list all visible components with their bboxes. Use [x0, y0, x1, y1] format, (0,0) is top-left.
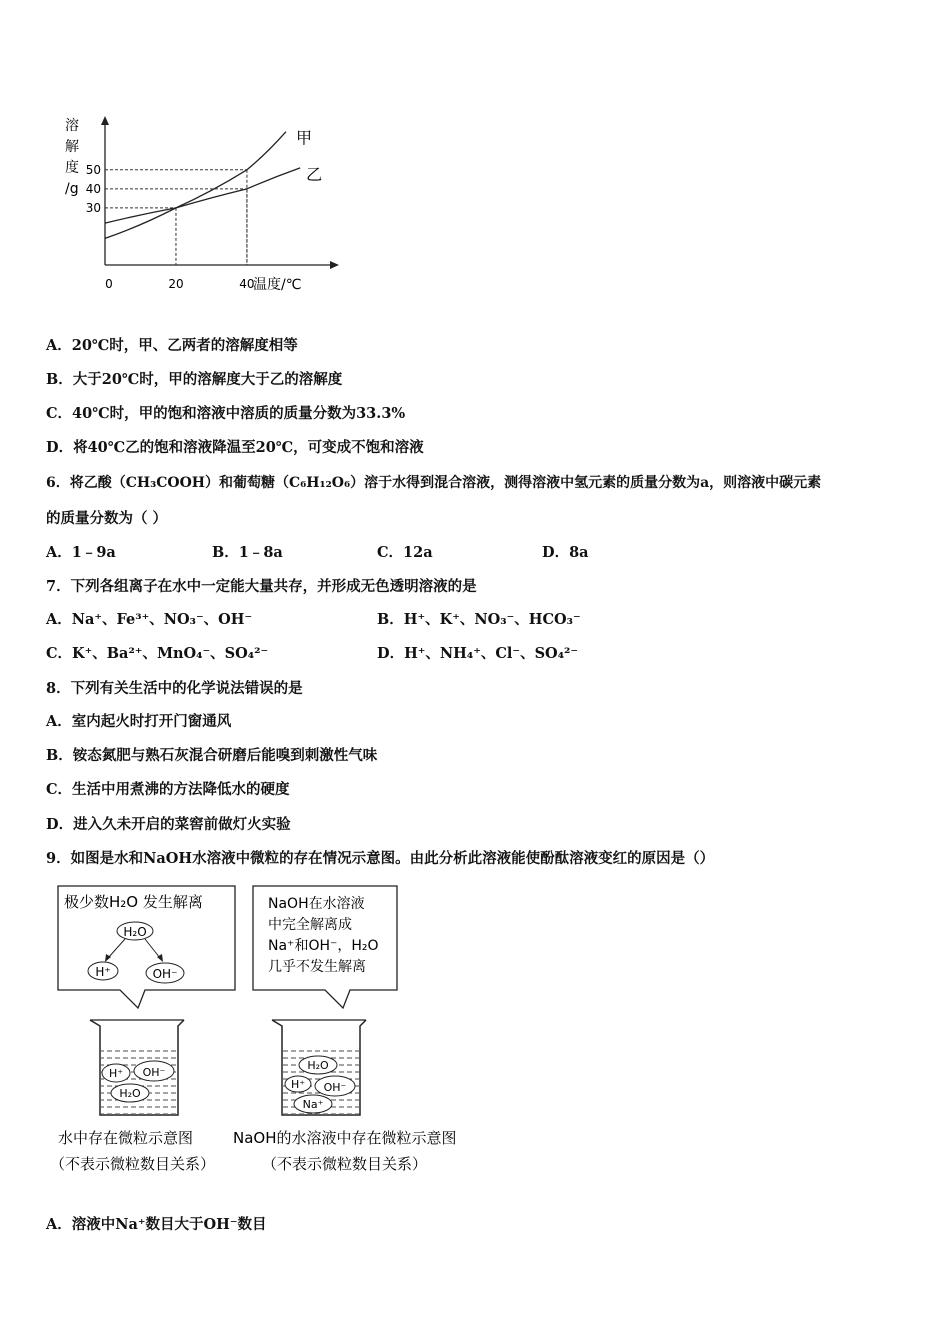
beaker-left-h-label: H⁺ [108, 1067, 124, 1080]
q6-option-b: B．1﹣8a [212, 544, 283, 561]
x-tick-label: 20 [168, 277, 184, 291]
q6-option-d: D．8a [542, 544, 589, 561]
x-axis-arrow [330, 261, 339, 269]
beaker-right [272, 1020, 366, 1115]
q5-option-c: C．40℃时，甲的饱和溶液中溶质的质量分数为33.3% [46, 405, 406, 422]
beaker-left-oh-label: OH⁻ [142, 1066, 166, 1079]
q8-option-b: B．铵态氮肥与熟石灰混合研磨后能嗅到刺激性气味 [46, 747, 378, 764]
q6-stem-line2: 的质量分数为（ ） [46, 510, 168, 527]
q7-option-d: D．H⁺、NH₄⁺、Cl⁻、SO₄²⁻ [377, 645, 579, 662]
q8-option-c: C．生活中用煮沸的方法降低水的硬度 [46, 781, 290, 798]
caption-right: NaOH的水溶液中存在微粒示意图 [233, 1129, 457, 1147]
bubble-right-line1: NaOH在水溶液 [268, 896, 365, 912]
solubility-chart [55, 110, 345, 300]
beaker-right-oh-label: OH⁻ [323, 1081, 347, 1094]
caption-right-sub: （不表示微粒数目关系） [262, 1155, 428, 1173]
x-axis-label: 温度/℃ [253, 277, 302, 293]
y-axis-label: 解 [65, 139, 79, 155]
series-label: 甲 [295, 128, 312, 148]
q5-option-a: A．20℃时，甲、乙两者的溶解度相等 [46, 337, 298, 354]
bubble-right-line4: 几乎不发生解离 [268, 959, 366, 975]
q8-stem: 8．下列有关生活中的化学说法错误的是 [46, 680, 303, 697]
beaker-right-h2o-label: H₂O [307, 1059, 329, 1072]
q6-stem-line1: 6．将乙酸（CH₃COOH）和葡萄糖（C₆H₁₂O₆）溶于水得到混合溶液，测得溶液中氢元素的质量分数为a，则溶液中碳元素 [46, 475, 822, 491]
q7-option-b: B．H⁺、K⁺、NO₃⁻、HCO₃⁻ [377, 611, 581, 628]
q7-stem: 7．下列各组离子在水中一定能大量共存，并形成无色透明溶液的是 [46, 578, 477, 595]
q9-stem: 9．如图是水和NaOH水溶液中微粒的存在情况示意图。由此分析此溶液能使酚酞溶液变红的原因是（） [46, 850, 715, 867]
q8-option-a: A．室内起火时打开门窗通风 [46, 713, 232, 730]
chart-marks [105, 129, 322, 265]
y-tick-label: 40 [85, 181, 101, 196]
q7-option-c: C．K⁺、Ba²⁺、MnO₄⁻、SO₄²⁻ [46, 645, 269, 662]
bubble-right-line2: 中完全解离成 [268, 917, 352, 933]
beaker-right-na-label: Na⁺ [302, 1098, 324, 1111]
series-label: 乙 [306, 164, 323, 184]
series-line-jia [105, 132, 286, 239]
x-tick-label: 0 [105, 277, 113, 291]
x-tick-label: 40 [239, 277, 255, 291]
bubble-right-line3: Na⁺和OH⁻，H₂O [268, 938, 379, 954]
q9-option-a: A．溶液中Na⁺数目大于OH⁻数目 [46, 1216, 267, 1233]
q6-option-a: A．1﹣9a [46, 544, 116, 561]
y-axis-label: 度 [65, 160, 79, 176]
oh-label: OH⁻ [152, 967, 178, 981]
h-label: H⁺ [95, 965, 111, 979]
q6-option-c: C．12a [377, 544, 433, 561]
y-axis-label: /g [65, 181, 79, 197]
q7-option-a: A．Na⁺、Fe³⁺、NO₃⁻、OH⁻ [46, 611, 253, 628]
q5-option-b: B．大于20℃时，甲的溶解度大于乙的溶解度 [46, 371, 343, 388]
caption-left: 水中存在微粒示意图 [58, 1129, 194, 1147]
particle-diagram [50, 880, 490, 1180]
q8-option-d: D．进入久未开启的菜窖前做灯火实验 [46, 816, 291, 833]
h2o-label: H₂O [123, 925, 147, 939]
beaker-right-h-label: H⁺ [290, 1078, 306, 1091]
beaker-left [90, 1020, 184, 1115]
q5-option-d: D．将40℃乙的饱和溶液降温至20℃，可变成不饱和溶液 [46, 439, 424, 456]
bubble-left-title: 极少数H₂O 发生解离 [64, 893, 203, 911]
caption-left-sub: （不表示微粒数目关系） [50, 1155, 216, 1173]
y-axis-arrow [101, 116, 109, 125]
y-tick-label: 30 [85, 200, 101, 215]
beaker-left-h2o-label: H₂O [119, 1087, 141, 1100]
y-tick-label: 50 [85, 162, 101, 177]
y-axis-label: 溶 [65, 118, 79, 134]
